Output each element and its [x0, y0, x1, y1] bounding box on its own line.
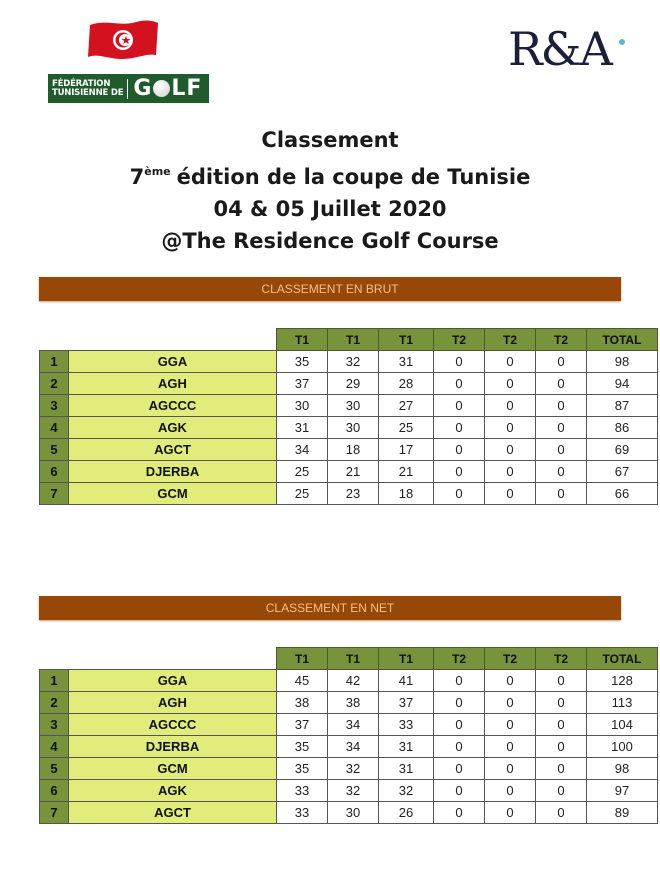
score-cell: 0: [536, 692, 587, 714]
score-cell: 0: [536, 395, 587, 417]
table-row: [40, 780, 658, 802]
rank-cell: 3: [40, 395, 69, 417]
column-header: TOTAL: [587, 329, 658, 351]
golf-letter-f: F: [186, 76, 203, 101]
score-cell: 21: [379, 461, 434, 483]
total-cell: 94: [587, 373, 658, 395]
table-row: [40, 736, 658, 758]
score-cell: 0: [485, 461, 536, 483]
title-line-3-date: 04 & 05 Juillet 2020: [213, 197, 447, 221]
score-cell: 0: [536, 802, 587, 824]
banner-classement-net: CLASSEMENT EN NET: [39, 596, 621, 620]
score-cell: 38: [277, 692, 328, 714]
club-cell: AGK: [69, 780, 277, 802]
table-row: [40, 483, 658, 505]
column-header: T2: [536, 329, 587, 351]
score-cell: 35: [277, 736, 328, 758]
score-cell: 0: [485, 802, 536, 824]
table-header-row: [40, 648, 658, 670]
score-cell: 23: [328, 483, 379, 505]
score-cell: 29: [328, 373, 379, 395]
table-row: [40, 461, 658, 483]
total-cell: 89: [587, 802, 658, 824]
score-cell: 30: [328, 802, 379, 824]
club-cell: AGCT: [69, 439, 277, 461]
score-cell: 0: [536, 714, 587, 736]
score-cell: 37: [277, 714, 328, 736]
score-cell: 32: [328, 351, 379, 373]
table-header-row: [40, 329, 658, 351]
rank-cell: 3: [40, 714, 69, 736]
federation-logo: [48, 74, 209, 103]
score-cell: 0: [485, 736, 536, 758]
score-cell: 45: [277, 670, 328, 692]
score-cell: 0: [434, 461, 485, 483]
score-cell: 0: [434, 802, 485, 824]
score-cell: 37: [379, 692, 434, 714]
column-header: T2: [434, 648, 485, 670]
score-cell: 0: [536, 483, 587, 505]
column-header: TOTAL: [587, 648, 658, 670]
club-cell: AGCT: [69, 802, 277, 824]
table-row: [40, 758, 658, 780]
table-row: [40, 670, 658, 692]
rank-cell: 6: [40, 780, 69, 802]
score-cell: 31: [379, 351, 434, 373]
total-cell: 86: [587, 417, 658, 439]
score-cell: 0: [434, 373, 485, 395]
score-cell: 42: [328, 670, 379, 692]
score-cell: 31: [379, 736, 434, 758]
golf-letter-g: G: [133, 76, 153, 101]
score-cell: 0: [536, 417, 587, 439]
score-cell: 0: [536, 373, 587, 395]
club-cell: AGK: [69, 417, 277, 439]
rank-cell: 6: [40, 461, 69, 483]
score-cell: 32: [328, 758, 379, 780]
column-header: T2: [485, 648, 536, 670]
score-cell: 0: [485, 714, 536, 736]
table-row: [40, 802, 658, 824]
banner-classement-brut: CLASSEMENT EN BRUT: [39, 277, 621, 301]
rank-cell: 7: [40, 802, 69, 824]
rank-cell: 4: [40, 736, 69, 758]
score-cell: 37: [277, 373, 328, 395]
score-cell: 18: [379, 483, 434, 505]
club-cell: AGCCC: [69, 714, 277, 736]
score-cell: 0: [485, 395, 536, 417]
column-header: T1: [379, 648, 434, 670]
header-spacer: [40, 648, 277, 670]
total-cell: 67: [587, 461, 658, 483]
score-cell: 35: [277, 758, 328, 780]
golf-wordmark: [133, 76, 202, 101]
score-cell: 34: [328, 714, 379, 736]
rank-cell: 4: [40, 417, 69, 439]
table-row: [40, 417, 658, 439]
score-cell: 0: [536, 670, 587, 692]
score-cell: 34: [328, 736, 379, 758]
club-cell: GCM: [69, 758, 277, 780]
score-cell: 38: [328, 692, 379, 714]
title-line-1: Classement: [261, 128, 399, 152]
table-row: [40, 395, 658, 417]
rank-cell: 5: [40, 439, 69, 461]
score-cell: 33: [379, 714, 434, 736]
header-spacer: [40, 329, 277, 351]
column-header: T1: [277, 329, 328, 351]
table-row: [40, 692, 658, 714]
score-cell: 26: [379, 802, 434, 824]
score-cell: 25: [277, 483, 328, 505]
score-cell: 0: [536, 461, 587, 483]
column-header: T1: [328, 329, 379, 351]
total-cell: 98: [587, 351, 658, 373]
score-cell: 0: [434, 692, 485, 714]
score-cell: 31: [277, 417, 328, 439]
club-cell: AGH: [69, 692, 277, 714]
table-row: [40, 439, 658, 461]
club-cell: AGCCC: [69, 395, 277, 417]
golf-letter-l: L: [171, 76, 187, 101]
score-cell: 21: [328, 461, 379, 483]
score-cell: 0: [536, 736, 587, 758]
column-header: T2: [434, 329, 485, 351]
score-cell: 18: [328, 439, 379, 461]
score-cell: 31: [379, 758, 434, 780]
column-header: T1: [328, 648, 379, 670]
tunisia-flag-icon: [86, 17, 160, 63]
logo-divider: [127, 79, 128, 99]
club-cell: GCM: [69, 483, 277, 505]
score-cell: 0: [485, 351, 536, 373]
title-line-2: [0, 156, 660, 193]
column-header: T1: [277, 648, 328, 670]
score-cell: 30: [277, 395, 328, 417]
score-cell: 0: [536, 439, 587, 461]
score-cell: 27: [379, 395, 434, 417]
total-cell: 66: [587, 483, 658, 505]
score-cell: 0: [485, 780, 536, 802]
score-cell: 33: [277, 802, 328, 824]
score-cell: 35: [277, 351, 328, 373]
score-cell: 32: [328, 780, 379, 802]
score-cell: 25: [277, 461, 328, 483]
total-cell: 128: [587, 670, 658, 692]
score-cell: 0: [434, 780, 485, 802]
rank-cell: 2: [40, 692, 69, 714]
total-cell: 98: [587, 758, 658, 780]
edition-text: édition de la coupe de Tunisie: [176, 165, 531, 189]
club-cell: GGA: [69, 670, 277, 692]
club-cell: GGA: [69, 351, 277, 373]
federation-name: [52, 80, 123, 98]
score-cell: 30: [328, 417, 379, 439]
score-cell: 0: [434, 395, 485, 417]
total-cell: 87: [587, 395, 658, 417]
score-cell: 34: [277, 439, 328, 461]
federation-line1: FÉDÉRATION: [52, 78, 111, 89]
score-cell: 0: [485, 373, 536, 395]
score-cell: 0: [536, 758, 587, 780]
score-cell: 0: [434, 417, 485, 439]
column-header: T1: [379, 329, 434, 351]
score-cell: 0: [536, 780, 587, 802]
rank-cell: 1: [40, 351, 69, 373]
score-cell: 0: [485, 439, 536, 461]
score-cell: 0: [485, 483, 536, 505]
table-classement-brut: [39, 328, 658, 505]
score-cell: 30: [328, 395, 379, 417]
randa-logo: R&A: [508, 22, 611, 76]
score-cell: 0: [434, 439, 485, 461]
score-cell: 0: [485, 692, 536, 714]
edition-number: 7: [129, 165, 145, 189]
rank-cell: 2: [40, 373, 69, 395]
club-cell: DJERBA: [69, 736, 277, 758]
randa-logo-dot-icon: [619, 39, 625, 45]
table-row: [40, 351, 658, 373]
score-cell: 0: [434, 483, 485, 505]
golf-ball-icon: [153, 80, 170, 97]
score-cell: 17: [379, 439, 434, 461]
rank-cell: 5: [40, 758, 69, 780]
score-cell: 0: [434, 714, 485, 736]
page-title: [0, 124, 660, 257]
score-cell: 0: [485, 670, 536, 692]
rank-cell: 1: [40, 670, 69, 692]
edition-suffix: ème: [144, 165, 171, 178]
total-cell: 104: [587, 714, 658, 736]
score-cell: 28: [379, 373, 434, 395]
score-cell: 0: [434, 670, 485, 692]
rank-cell: 7: [40, 483, 69, 505]
score-cell: 0: [485, 417, 536, 439]
score-cell: 0: [434, 351, 485, 373]
score-cell: 33: [277, 780, 328, 802]
title-line-4-venue: @The Residence Golf Course: [161, 229, 499, 253]
score-cell: 0: [434, 758, 485, 780]
score-cell: 0: [434, 736, 485, 758]
score-cell: 0: [536, 351, 587, 373]
club-cell: DJERBA: [69, 461, 277, 483]
score-cell: 0: [485, 758, 536, 780]
total-cell: 97: [587, 780, 658, 802]
table-row: [40, 373, 658, 395]
table-row: [40, 714, 658, 736]
column-header: T2: [485, 329, 536, 351]
club-cell: AGH: [69, 373, 277, 395]
table-classement-net: [39, 647, 658, 824]
total-cell: 113: [587, 692, 658, 714]
total-cell: 100: [587, 736, 658, 758]
score-cell: 41: [379, 670, 434, 692]
score-cell: 32: [379, 780, 434, 802]
federation-line2: TUNISIENNE DE: [52, 87, 124, 98]
total-cell: 69: [587, 439, 658, 461]
score-cell: 25: [379, 417, 434, 439]
column-header: T2: [536, 648, 587, 670]
